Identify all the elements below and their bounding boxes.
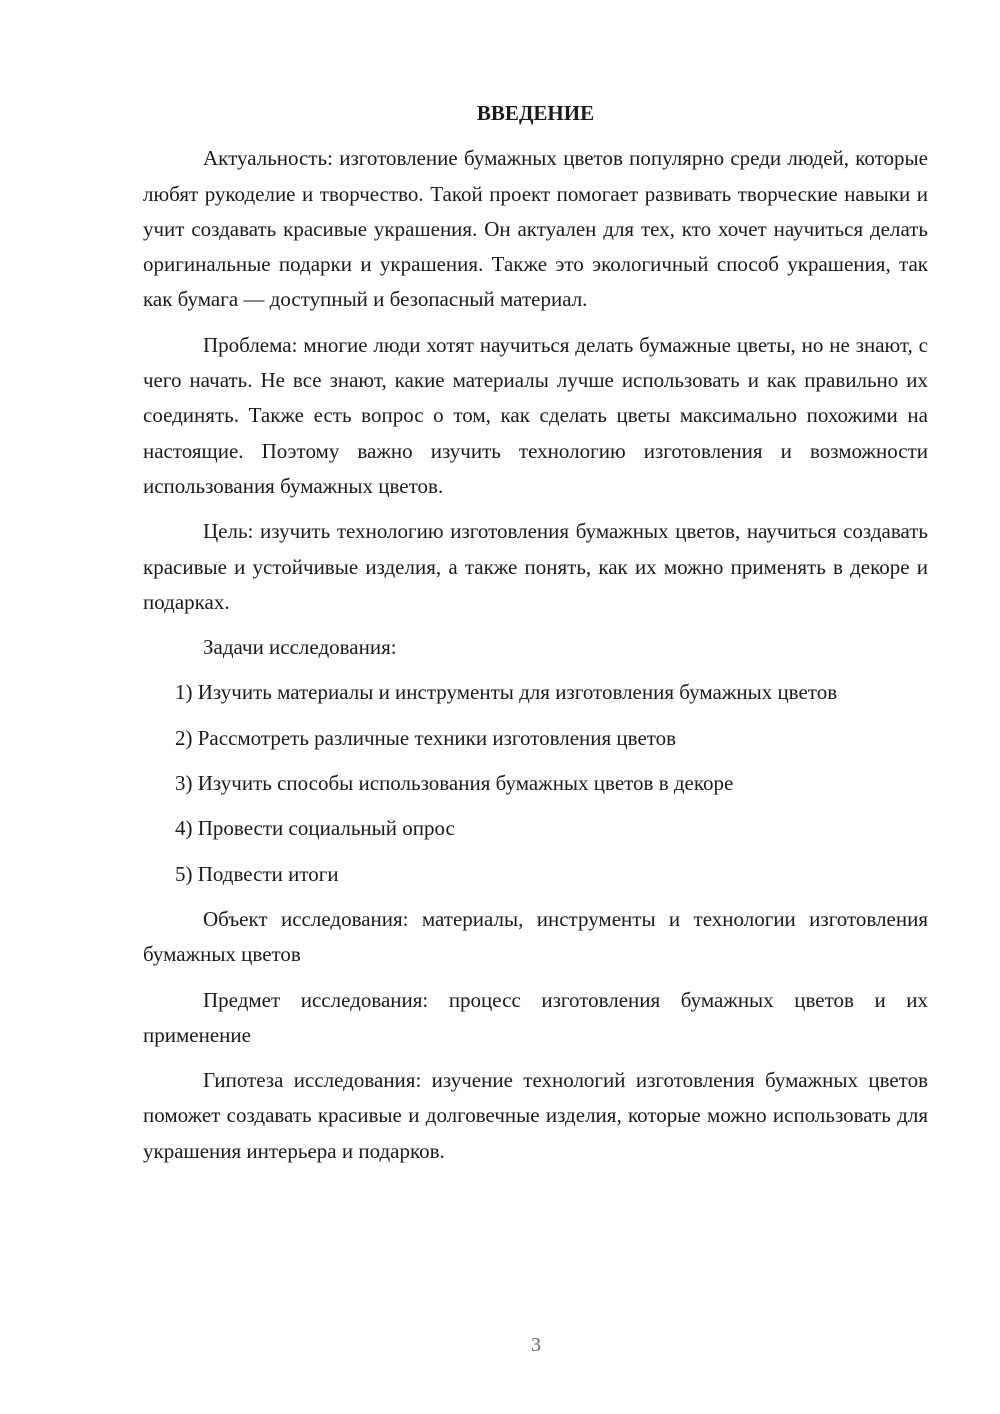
task-item-5: 5) Подвести итоги: [175, 861, 339, 886]
paragraph-object: Объект исследования: материалы, инструменты и технологии изготовления бумажных цветов: [143, 906, 928, 967]
task-item-3: 3) Изучить способы использования бумажных цветов в декоре: [175, 771, 734, 796]
paragraph-tasks-intro: Задачи исследования:: [203, 635, 397, 660]
page-content: [143, 96, 928, 1179]
task-item-2: 2) Рассмотреть различные техники изготовления цветов: [175, 725, 677, 750]
paragraph-subject: Предмет исследования: процесс изготовления бумажных цветов и их применение: [143, 987, 928, 1047]
paragraph-hypothesis: Гипотеза исследования: изучение технологий изготовления бумажных цветов поможет создавать красивые и долговечные изделия, которые можно использовать для украшения интерьера и подарков.: [143, 1068, 928, 1163]
task-item-1: 1) Изучить материалы и инструменты для изготовления бумажных цветов: [175, 680, 838, 705]
task-item-4: 4) Провести социальный опрос: [175, 816, 455, 841]
paragraph-relevance: Актуальность: изготовление бумажных цветов популярно среди людей, которые любят рукоделие и творчество. Такой проект помогает развивать творческие навыки и учит создавать красивые украшения. Он актуален для тех, кто хочет научиться делать оригинальные подарки и украшения. Также это экологичный способ украшения, так как бумага — доступный и безопасный материал.: [143, 146, 928, 312]
section-heading: ВВЕДЕНИЕ: [476, 101, 595, 125]
paragraph-problem: Проблема: многие люди хотят научиться делать бумажные цветы, но не знают, с чего начать. Не все знают, какие материалы лучше использовать и как правильно их соединять. Также есть вопрос о том, как сделать цветы максимально похожими на настоящие. Поэтому важно изучить технологию изготовления и возможности использования бумажных цветов.: [143, 332, 928, 498]
page-number: 3: [531, 1334, 541, 1356]
paragraph-goal: Цель: изучить технологию изготовления бумажных цветов, научиться создавать красивые и устойчивые изделия, а также понять, как их можно применять в декоре и подарках.: [143, 519, 928, 614]
